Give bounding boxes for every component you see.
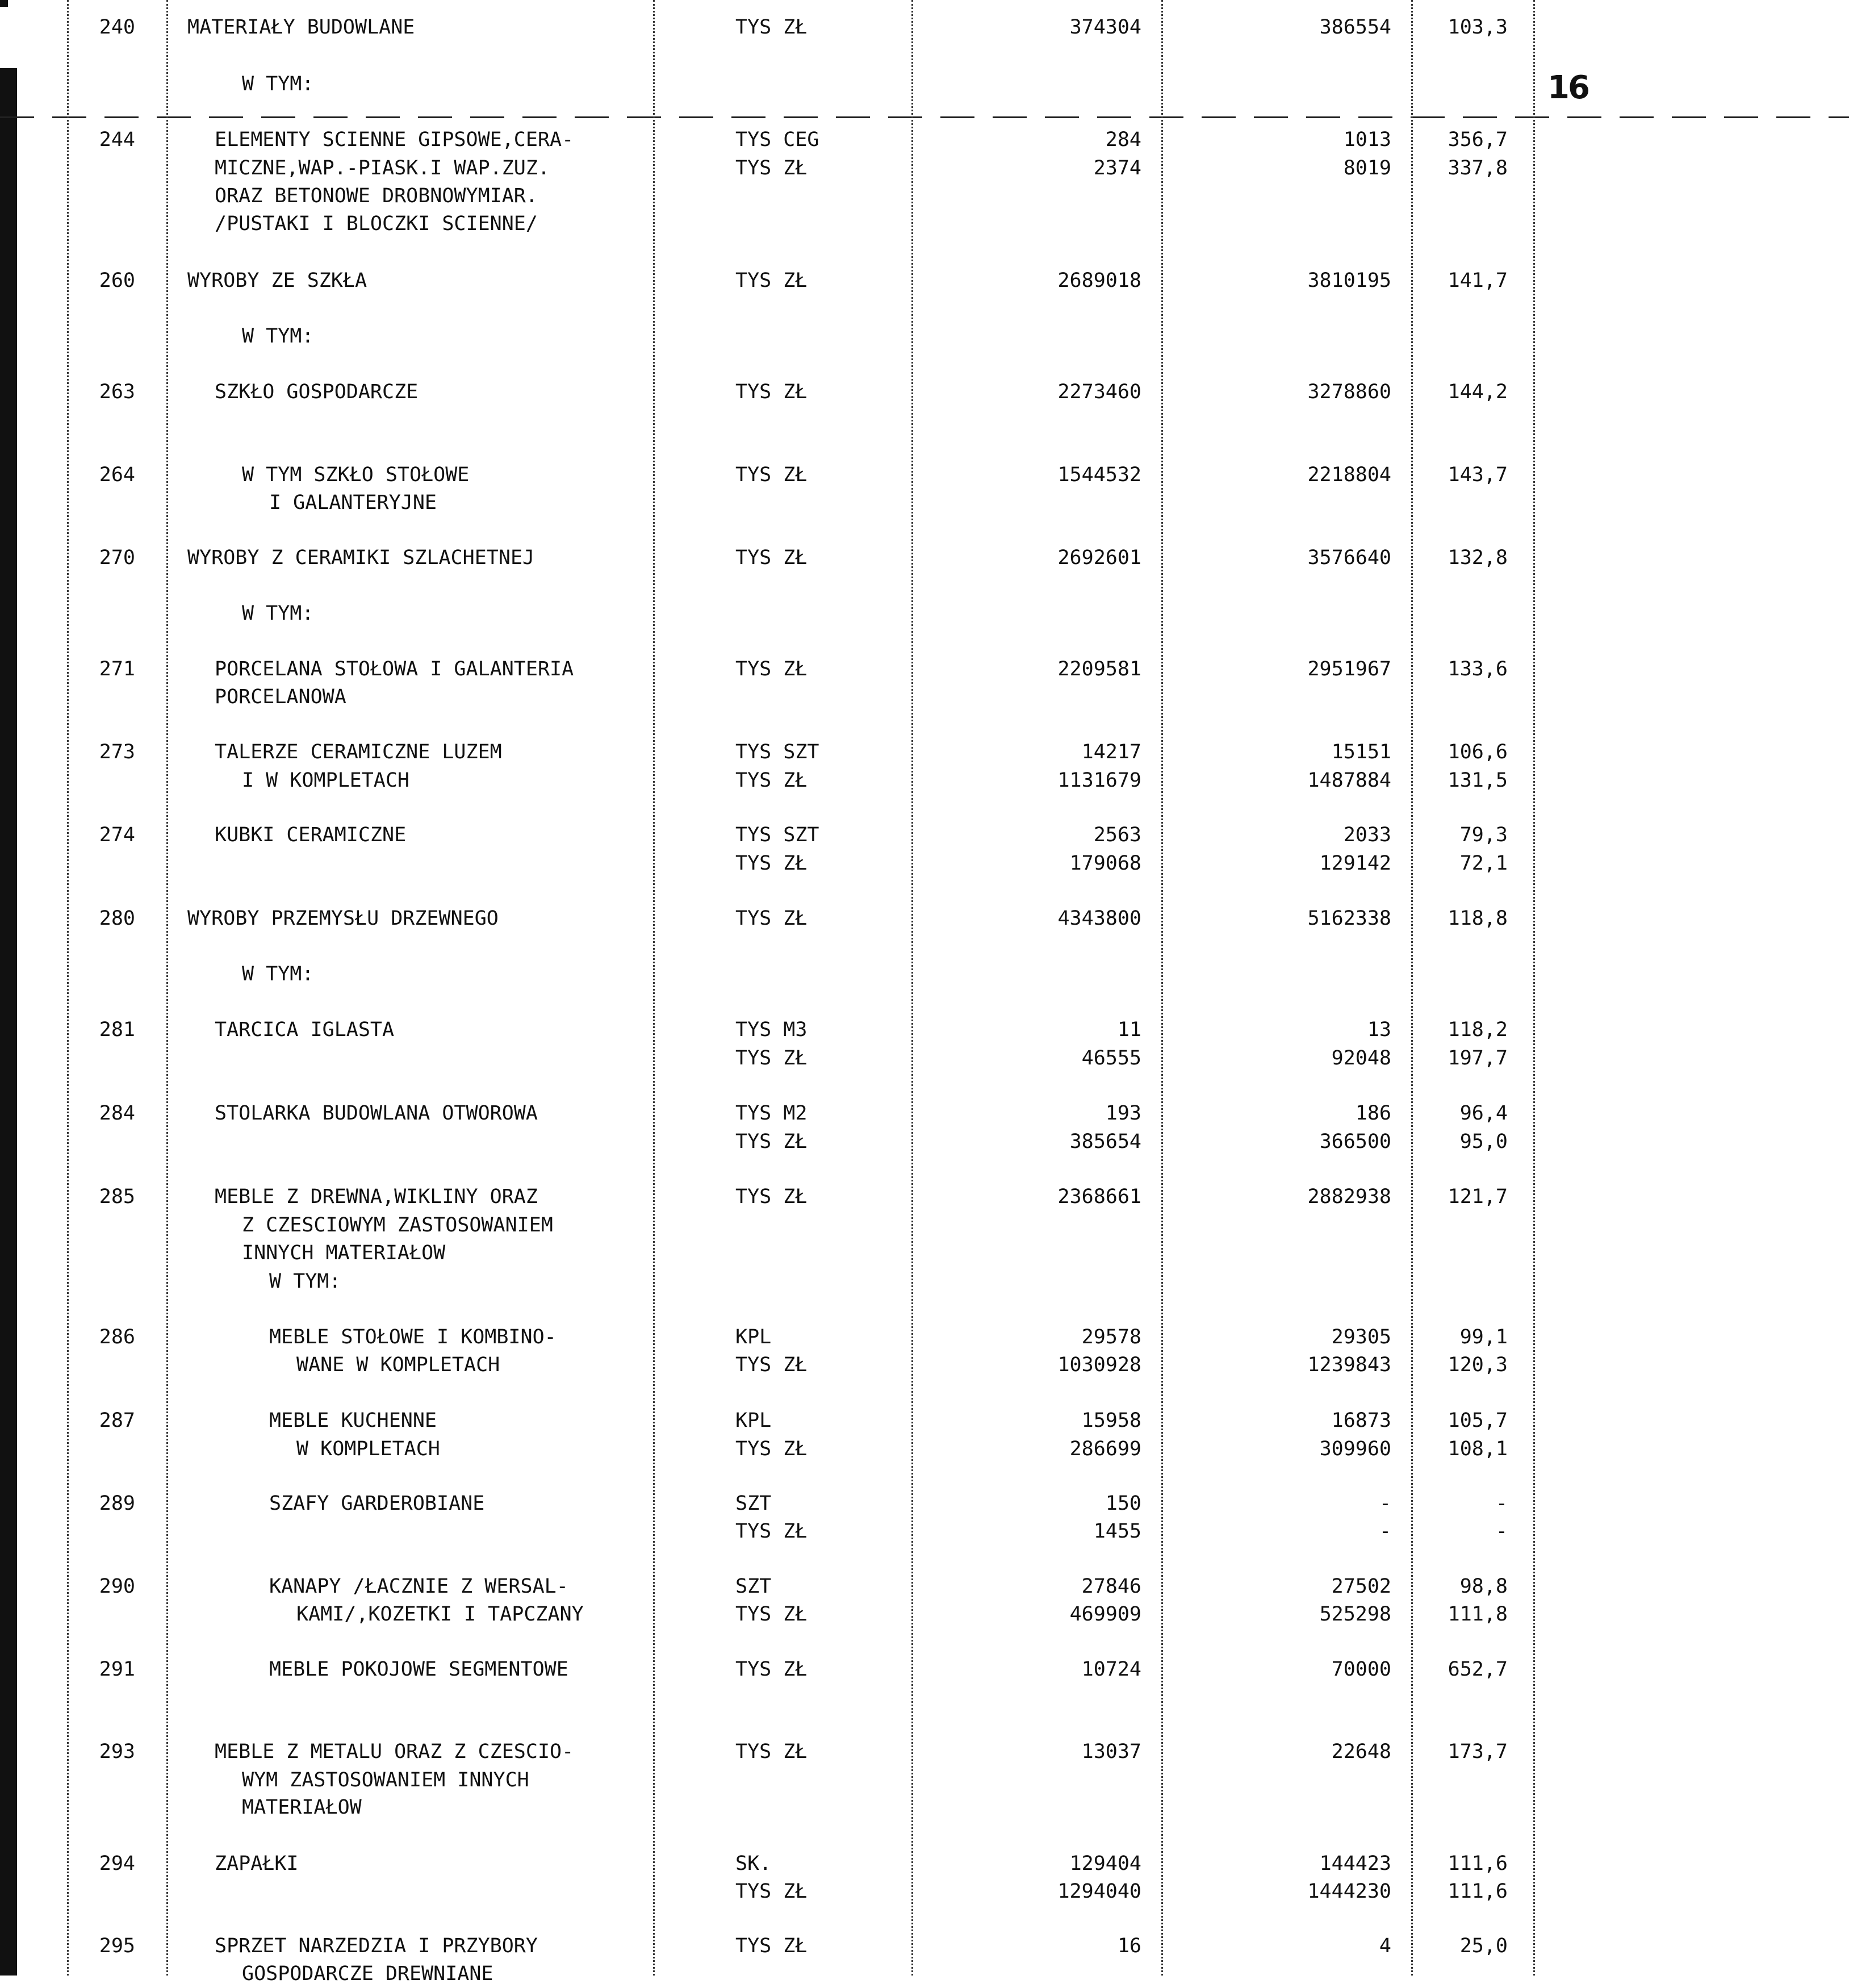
table-cell-index: 103,3	[1448, 16, 1508, 39]
table-cell-position: 295	[99, 1935, 135, 1957]
table-cell-position: 271	[99, 658, 135, 680]
table-cell-unit: SZT	[735, 1575, 772, 1598]
table-cell-index: 173,7	[1448, 1740, 1508, 1763]
table-cell-description: I W KOMPLETACH	[242, 769, 410, 792]
table-cell-index: 105,7	[1448, 1409, 1508, 1432]
table-cell-value-current: 1487884	[1307, 769, 1391, 792]
table-cell-value-current: 29305	[1331, 1326, 1391, 1348]
table-cell-index: 120,3	[1448, 1354, 1508, 1376]
table-cell-value-current: 144423	[1319, 1852, 1391, 1875]
table-cell-value-current: 16873	[1331, 1409, 1391, 1432]
table-cell-value-previous: 284	[1105, 128, 1141, 151]
table-cell-value-previous: 193	[1105, 1102, 1141, 1125]
column-separator	[1411, 0, 1413, 1976]
table-cell-unit: TYS ZŁ	[735, 546, 808, 569]
table-cell-value-current: 3576640	[1307, 546, 1391, 569]
table-cell-value-previous: 2209581	[1057, 658, 1141, 680]
table-cell-value-previous: 10724	[1081, 1658, 1141, 1681]
table-cell-value-current: 4	[1379, 1935, 1391, 1957]
table-cell-index: 143,7	[1448, 463, 1508, 486]
table-cell-description: MEBLE STOŁOWE I KOMBINO-	[269, 1326, 557, 1348]
table-cell-value-current: 70000	[1331, 1658, 1391, 1681]
table-cell-index: 118,2	[1448, 1018, 1508, 1041]
table-cell-unit: TYS M3	[735, 1018, 808, 1041]
table-cell-description: MEBLE Z METALU ORAZ Z CZESCIO-	[215, 1740, 574, 1763]
table-cell-description: WYROBY PRZEMYSŁU DRZEWNEGO	[187, 907, 499, 930]
table-cell-value-current: 1239843	[1307, 1354, 1391, 1376]
table-cell-index: 111,8	[1448, 1603, 1508, 1626]
table-cell-unit: TYS ZŁ	[735, 16, 808, 39]
table-cell-unit: KPL	[735, 1409, 772, 1432]
table-cell-unit: TYS ZŁ	[735, 1185, 808, 1208]
table-cell-description: Z CZESCIOWYM ZASTOSOWANIEM	[242, 1214, 553, 1237]
table-cell-unit: TYS SZT	[735, 824, 819, 846]
table-cell-value-previous: 11	[1117, 1018, 1141, 1041]
table-cell-position: 289	[99, 1492, 135, 1515]
table-cell-description: INNYCH MATERIAŁOW	[242, 1242, 446, 1264]
table-cell-index: 25,0	[1459, 1935, 1508, 1957]
table-cell-position: 293	[99, 1740, 135, 1763]
table-cell-unit: SZT	[735, 1492, 772, 1515]
table-cell-value-current: 2882938	[1307, 1185, 1391, 1208]
table-cell-value-previous: 286699	[1069, 1438, 1141, 1460]
table-cell-value-previous: 46555	[1081, 1047, 1141, 1070]
table-cell-description: WYM ZASTOSOWANIEM INNYCH	[242, 1769, 529, 1791]
table-cell-value-previous: 2374	[1093, 157, 1141, 179]
table-cell-index: 79,3	[1459, 824, 1508, 846]
table-cell-unit: TYS CEG	[735, 128, 819, 151]
table-cell-value-previous: 1030928	[1057, 1354, 1141, 1376]
table-cell-index: 106,6	[1448, 741, 1508, 763]
table-cell-unit: TYS ZŁ	[735, 852, 808, 875]
table-cell-unit: TYS ZŁ	[735, 1880, 808, 1903]
table-cell-value-current: -	[1379, 1520, 1391, 1543]
table-cell-description: MEBLE KUCHENNE	[269, 1409, 437, 1432]
table-cell-index: 99,1	[1459, 1326, 1508, 1348]
table-cell-description: MATERIAŁOW	[242, 1796, 362, 1819]
table-cell-description: WANE W KOMPLETACH	[296, 1354, 500, 1376]
table-cell-position: 260	[99, 269, 135, 292]
table-cell-index: 96,4	[1459, 1102, 1508, 1125]
table-cell-index: 98,8	[1459, 1575, 1508, 1598]
table-cell-description: W TYM:	[269, 1270, 341, 1293]
table-cell-index: 141,7	[1448, 269, 1508, 292]
table-cell-index: 133,6	[1448, 658, 1508, 680]
table-cell-description: ELEMENTY SCIENNE GIPSOWE,CERA-	[215, 128, 574, 151]
scan-edge-shadow-top	[0, 0, 8, 7]
table-cell-value-current: 366500	[1319, 1130, 1391, 1153]
table-cell-value-previous: 1544532	[1057, 463, 1141, 486]
table-cell-description: MATERIAŁY BUDOWLANE	[187, 16, 415, 39]
table-cell-position: 281	[99, 1018, 135, 1041]
table-cell-value-current: 525298	[1319, 1603, 1391, 1626]
column-separator	[1533, 0, 1535, 1976]
table-cell-description: GOSPODARCZE DREWNIANE	[242, 1962, 493, 1985]
table-cell-value-previous: 469909	[1069, 1603, 1141, 1626]
table-cell-value-current: 8019	[1343, 157, 1391, 179]
table-cell-description: SPRZET NARZEDZIA I PRZYBORY	[215, 1935, 538, 1957]
table-cell-value-previous: 129404	[1069, 1852, 1141, 1875]
table-cell-position: 274	[99, 824, 135, 846]
table-cell-position: 284	[99, 1102, 135, 1125]
table-cell-value-previous: 15958	[1081, 1409, 1141, 1432]
table-cell-index: 111,6	[1448, 1880, 1508, 1903]
table-cell-description: /PUSTAKI I BLOCZKI SCIENNE/	[215, 212, 538, 235]
scan-edge-shadow	[0, 68, 17, 1976]
table-cell-value-current: -	[1379, 1492, 1391, 1515]
table-cell-position: 240	[99, 16, 135, 39]
table-cell-position: 280	[99, 907, 135, 930]
table-cell-value-current: 1013	[1343, 128, 1391, 151]
table-cell-unit: TYS ZŁ	[735, 463, 808, 486]
table-cell-description: SZKŁO GOSPODARCZE	[215, 381, 419, 403]
table-cell-description: WYROBY ZE SZKŁA	[187, 269, 367, 292]
table-cell-index: 337,8	[1448, 157, 1508, 179]
table-cell-value-current: 1444230	[1307, 1880, 1391, 1903]
table-cell-value-current: 386554	[1319, 16, 1391, 39]
table-cell-unit: TYS ZŁ	[735, 1354, 808, 1376]
table-cell-position: 291	[99, 1658, 135, 1681]
table-cell-index: 197,7	[1448, 1047, 1508, 1070]
table-cell-description: W TYM:	[242, 325, 314, 348]
table-cell-index: 118,8	[1448, 907, 1508, 930]
table-cell-value-previous: 374304	[1069, 16, 1141, 39]
section-divider	[0, 116, 1849, 118]
table-cell-unit: TYS ZŁ	[735, 1130, 808, 1153]
table-cell-value-current: 3278860	[1307, 381, 1391, 403]
column-separator	[166, 0, 168, 1976]
table-cell-position: 270	[99, 546, 135, 569]
column-separator	[1161, 0, 1163, 1976]
table-cell-value-previous: 29578	[1081, 1326, 1141, 1348]
table-cell-description: KAMI/,KOZETKI I TAPCZANY	[296, 1603, 584, 1626]
table-cell-value-previous: 1131679	[1057, 769, 1141, 792]
table-cell-value-current: 186	[1355, 1102, 1391, 1125]
table-cell-value-current: 15151	[1331, 741, 1391, 763]
table-cell-value-current: 22648	[1331, 1740, 1391, 1763]
table-cell-unit: TYS ZŁ	[735, 381, 808, 403]
table-cell-value-current: 2218804	[1307, 463, 1391, 486]
table-cell-value-previous: 13037	[1081, 1740, 1141, 1763]
table-cell-value-previous: 2692601	[1057, 546, 1141, 569]
table-cell-unit: TYS ZŁ	[735, 157, 808, 179]
table-cell-description: TARCICA IGLASTA	[215, 1018, 395, 1041]
table-cell-index: 95,0	[1459, 1130, 1508, 1153]
table-cell-index: 121,7	[1448, 1185, 1508, 1208]
table-cell-position: 287	[99, 1409, 135, 1432]
table-cell-value-previous: 2563	[1093, 824, 1141, 846]
table-cell-index: 132,8	[1448, 546, 1508, 569]
table-cell-unit: TYS M2	[735, 1102, 808, 1125]
table-cell-unit: TYS ZŁ	[735, 658, 808, 680]
table-cell-value-previous: 4343800	[1057, 907, 1141, 930]
table-cell-value-current: 129142	[1319, 852, 1391, 875]
table-cell-unit: TYS ZŁ	[735, 907, 808, 930]
table-cell-value-previous: 27846	[1081, 1575, 1141, 1598]
table-cell-description: SZAFY GARDEROBIANE	[269, 1492, 485, 1515]
table-cell-description: I GALANTERYJNE	[269, 491, 437, 514]
table-cell-unit: TYS ZŁ	[735, 1935, 808, 1957]
table-cell-position: 294	[99, 1852, 135, 1875]
table-cell-unit: TYS ZŁ	[735, 1658, 808, 1681]
table-cell-position: 285	[99, 1185, 135, 1208]
table-cell-value-previous: 1455	[1093, 1520, 1141, 1543]
table-cell-value-current: 2951967	[1307, 658, 1391, 680]
table-cell-value-current: 5162338	[1307, 907, 1391, 930]
table-cell-position: 244	[99, 128, 135, 151]
table-cell-unit: TYS ZŁ	[735, 269, 808, 292]
table-cell-unit: KPL	[735, 1326, 772, 1348]
table-cell-unit: TYS ZŁ	[735, 1520, 808, 1543]
table-cell-description: PORCELANOWA	[215, 686, 346, 708]
table-cell-index: -	[1495, 1492, 1508, 1515]
table-cell-position: 263	[99, 381, 135, 403]
table-cell-value-previous: 2689018	[1057, 269, 1141, 292]
table-cell-value-previous: 179068	[1069, 852, 1141, 875]
table-cell-value-previous: 150	[1105, 1492, 1141, 1515]
table-cell-description: PORCELANA STOŁOWA I GALANTERIA	[215, 658, 574, 680]
table-cell-description: KANAPY /ŁACZNIE Z WERSAL-	[269, 1575, 568, 1598]
table-cell-description: MEBLE POKOJOWE SEGMENTOWE	[269, 1658, 568, 1681]
table-cell-description: W TYM:	[242, 73, 314, 95]
table-cell-description: MEBLE Z DREWNA,WIKLINY ORAZ	[215, 1185, 538, 1208]
table-cell-description: KUBKI CERAMICZNE	[215, 824, 407, 846]
table-cell-value-previous: 385654	[1069, 1130, 1141, 1153]
table-cell-description: ZAPAŁKI	[215, 1852, 299, 1875]
table-cell-value-previous: 14217	[1081, 741, 1141, 763]
table-cell-value-current: 3810195	[1307, 269, 1391, 292]
table-cell-value-previous: 1294040	[1057, 1880, 1141, 1903]
table-cell-index: 72,1	[1459, 852, 1508, 875]
table-cell-unit: TYS ZŁ	[735, 1740, 808, 1763]
table-cell-value-current: 2033	[1343, 824, 1391, 846]
column-separator	[653, 0, 655, 1976]
table-cell-unit: TYS ZŁ	[735, 1047, 808, 1070]
table-cell-unit: SK.	[735, 1852, 772, 1875]
table-cell-value-current: 27502	[1331, 1575, 1391, 1598]
table-cell-index: 144,2	[1448, 381, 1508, 403]
table-cell-index: 111,6	[1448, 1852, 1508, 1875]
table-cell-value-previous: 2273460	[1057, 381, 1141, 403]
table-cell-description: TALERZE CERAMICZNE LUZEM	[215, 741, 502, 763]
table-cell-unit: TYS ZŁ	[735, 769, 808, 792]
table-cell-value-previous: 16	[1117, 1935, 1141, 1957]
table-cell-position: 286	[99, 1326, 135, 1348]
table-cell-unit: TYS ZŁ	[735, 1438, 808, 1460]
table-cell-unit: TYS SZT	[735, 741, 819, 763]
table-cell-description: W KOMPLETACH	[296, 1438, 440, 1460]
table-cell-description: MICZNE,WAP.-PIASK.I WAP.ZUZ.	[215, 157, 550, 179]
table-cell-index: 652,7	[1448, 1658, 1508, 1681]
table-cell-description: W TYM:	[242, 602, 314, 625]
table-cell-value-current: 309960	[1319, 1438, 1391, 1460]
table-cell-index: 108,1	[1448, 1438, 1508, 1460]
table-cell-position: 264	[99, 463, 135, 486]
table-cell-description: W TYM:	[242, 963, 314, 985]
column-separator	[911, 0, 913, 1976]
table-cell-unit: TYS ZŁ	[735, 1603, 808, 1626]
table-cell-value-current: 13	[1367, 1018, 1391, 1041]
table-cell-index: 131,5	[1448, 769, 1508, 792]
handwritten-page-note: 16	[1547, 69, 1588, 106]
table-cell-position: 290	[99, 1575, 135, 1598]
table-cell-description: W TYM SZKŁO STOŁOWE	[242, 463, 470, 486]
table-cell-value-previous: 2368661	[1057, 1185, 1141, 1208]
table-cell-index: 356,7	[1448, 128, 1508, 151]
table-cell-description: STOLARKA BUDOWLANA OTWOROWA	[215, 1102, 538, 1125]
table-cell-position: 273	[99, 741, 135, 763]
table-cell-value-current: 92048	[1331, 1047, 1391, 1070]
table-cell-description: ORAZ BETONOWE DROBNOWYMIAR.	[215, 185, 538, 207]
table-cell-index: -	[1495, 1520, 1508, 1543]
table-cell-description: WYROBY Z CERAMIKI SZLACHETNEJ	[187, 546, 535, 569]
